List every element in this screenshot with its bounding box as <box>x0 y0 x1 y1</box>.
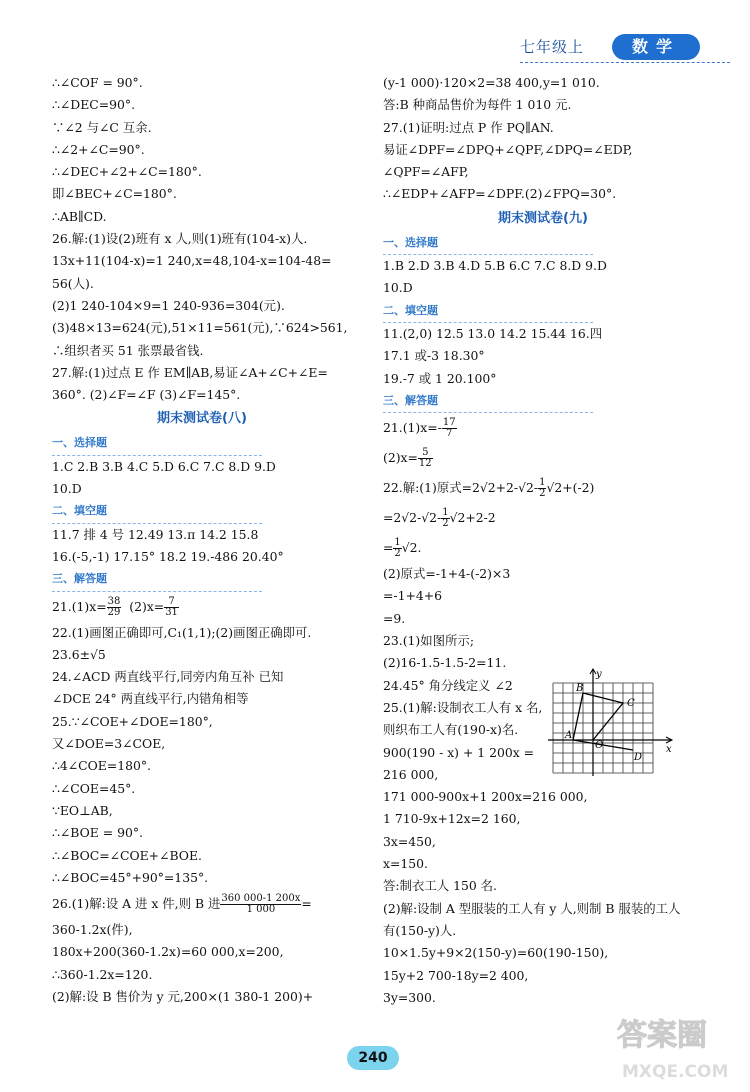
left-column <box>52 72 352 1008</box>
text-line: ∴∠COF = 90°. <box>52 75 143 90</box>
q22b-text: =2√2-√2- <box>383 510 442 526</box>
answer-line: 25.∵∠COE+∠DOE=180°, <box>52 713 213 729</box>
answer-line: =9. <box>383 610 406 626</box>
q21-part2: (2)x= <box>129 598 165 614</box>
text-line: 27.(1)证明:过点 P 作 PQ∥AN. <box>383 119 554 135</box>
answer-line: 25.(1)解:设制衣工人有 x 名, <box>383 699 543 715</box>
answer-line: 有(150-y)人. <box>383 922 457 938</box>
q26-text: 26.(1)解:设 A 进 x 件,则 B 进 <box>52 896 221 912</box>
text-line: 56(人). <box>52 275 94 291</box>
fraction <box>442 418 457 439</box>
section-heading: 一、选择题 <box>383 232 593 255</box>
fraction <box>441 508 449 529</box>
answer-line: x=150. <box>383 856 428 872</box>
right-column <box>383 72 703 1009</box>
q21-part1: 21.(1)x=- <box>383 420 442 436</box>
section-heading: 二、填空题 <box>52 500 262 523</box>
watermark-url: MXQE.COM <box>622 1062 729 1082</box>
text-line: 易证∠DPF=∠DPQ+∠QPF,∠DPQ=∠EDP, <box>383 141 633 157</box>
label-y: y <box>596 669 602 680</box>
answer-line: 1.C 2.B 3.B 4.C 5.D 6.C 7.C 8.D 9.D <box>52 458 276 474</box>
text-line: ∴∠DEC=90°. <box>52 97 136 113</box>
denominator: 31 <box>165 606 178 618</box>
numerator: 5 <box>418 448 433 459</box>
text-line: 即∠BEC+∠C=180°. <box>52 186 177 202</box>
answer-line: 180x+200(360-1.2x)=60 000,x=200, <box>52 944 284 960</box>
text-line: 27.解:(1)过点 E 作 EM∥AB,易证∠A+∠C+∠E= <box>52 364 328 380</box>
answer-line: ∴∠COE=45°. <box>52 780 136 796</box>
answer-line: ∴4∠COE=180°. <box>52 758 151 774</box>
answer-line: 24.∠ACD 两直线平行,同旁内角互补 已知 <box>52 669 284 685</box>
answer-line: 16.(-5,-1) 17.15° 18.2 19.-486 20.40° <box>52 548 284 564</box>
text-line: ∠QPF=∠AFP, <box>383 164 469 180</box>
text-line: 答:B 种商品售价为每件 1 010 元. <box>383 97 572 113</box>
answer-line: (2)解:设制 A 型服装的工人有 y 人,则制 B 服装的工人 <box>383 900 681 916</box>
answer-line: (2)解:设 B 售价为 y 元,200×(1 380-1 200)+ <box>52 988 314 1004</box>
text-line: 13x+11(104-x)=1 240,x=48,104-x=104-48= <box>52 253 332 269</box>
answer-line: 10×1.5y+9×2(150-y)=60(190-150), <box>383 945 609 961</box>
text-line: 360°. (2)∠F=∠F (3)∠F=145°. <box>52 387 241 403</box>
q22b-tail: √2+2-2 <box>449 510 496 526</box>
coordinate-grid-figure <box>548 668 678 776</box>
answer-line <box>383 533 703 563</box>
q21-part1: 21.(1)x= <box>52 598 107 614</box>
text-line: ∴∠EDP+∠AFP=∠DPF.(2)∠FPQ=30°. <box>383 186 617 202</box>
answer-line: ∴∠BOC=45°+90°=135°. <box>52 869 209 885</box>
answer-line: =-1+4+6 <box>383 588 442 604</box>
grade-label: 七年级上 <box>520 38 585 56</box>
answer-line: 171 000-900x+1 200x=216 000, <box>383 789 588 805</box>
section-heading: 二、填空题 <box>383 300 593 323</box>
answer-line: ∵EO⊥AB, <box>52 802 113 818</box>
answer-line: 23.6±√5 <box>52 646 106 662</box>
text-line: (3)48×13=624(元),51×11=561(元),∵624>561, <box>52 320 348 336</box>
answer-line: 答:制衣工人 150 名. <box>383 878 497 894</box>
answer-line: 10.D <box>383 280 413 296</box>
label-c: C <box>627 698 635 709</box>
answer-line: 24.45° 角分线定义 ∠2 <box>383 677 513 693</box>
watermark-text: 答案圈 <box>617 1018 707 1053</box>
answer-line: 则织布工人有(190-x)名. <box>383 722 519 738</box>
text-line: (y-1 000)·120×2=38 400,y=1 010. <box>383 75 600 90</box>
section-heading: 三、解答题 <box>52 568 262 591</box>
answer-line: 17.1 或-3 18.30° <box>383 348 485 364</box>
text-line: ∴∠2+∠C=90°. <box>52 141 145 157</box>
answer-line: ∴360-1.2x=120. <box>52 966 153 982</box>
q26-tail: = <box>301 896 312 912</box>
denominator: 12 <box>418 458 432 470</box>
section-heading: 三、解答题 <box>383 390 593 413</box>
numerator: 1 <box>539 477 546 489</box>
fraction <box>393 538 401 559</box>
equals-sign: = <box>383 540 394 556</box>
fraction <box>220 894 301 915</box>
answer-line: 360-1.2x(件), <box>52 922 133 938</box>
numerator: 1 <box>442 507 449 519</box>
label-x: x <box>666 744 672 755</box>
numerator: 17 <box>442 417 456 429</box>
denominator: 2 <box>539 488 546 500</box>
page-number: 240 <box>347 1046 399 1070</box>
answer-line: 3x=450, <box>383 833 436 849</box>
answer-line: 22.(1)画图正确即可,C₁(1,1);(2)画图正确即可. <box>52 624 312 640</box>
answer-line: 11.(2,0) 12.5 13.0 14.2 15.44 16.四 <box>383 325 603 341</box>
subject-badge: 数学 <box>612 34 700 60</box>
denominator: 2 <box>394 548 401 560</box>
label-a: A <box>565 730 573 741</box>
text-line: ∴AB∥CD. <box>52 208 107 224</box>
answer-line: 10.D <box>52 481 82 497</box>
answer-line <box>383 413 703 443</box>
label-d: D <box>634 752 643 763</box>
answer-line: 15y+2 700-18y=2 400, <box>383 967 529 983</box>
denominator: 2 <box>442 518 449 530</box>
numerator: 38 <box>107 595 121 607</box>
q22-tail: √2+(-2) <box>546 480 595 496</box>
q22-text: 22.解:(1)原式=2√2+2-√2- <box>383 480 539 496</box>
answer-line: ∴∠BOE = 90°. <box>52 825 143 841</box>
text-line: ∵∠2 与∠C 互余. <box>52 119 152 135</box>
numerator: 1 <box>394 537 401 549</box>
answer-line: ∴∠BOC=∠COE+∠BOE. <box>52 847 202 863</box>
answer-line: 1.B 2.D 3.B 4.D 5.B 6.C 7.C 8.D 9.D <box>383 258 607 274</box>
answer-line: 1 710-9x+12x=2 160, <box>383 811 521 827</box>
watermark-logo <box>612 1005 742 1085</box>
text-line: 26.解:(1)设(2)班有 x 人,则(1)班有(104-x)人. <box>52 231 308 247</box>
exam8-title: 期末测试卷(八) <box>157 411 247 427</box>
answer-line: 11.7 排 4 号 12.49 13.π 14.2 15.8 <box>52 526 259 542</box>
q22c-tail: √2. <box>401 540 422 556</box>
fraction <box>107 597 122 618</box>
exam9-title: 期末测试卷(九) <box>498 210 588 226</box>
section-heading: 一、选择题 <box>52 432 262 455</box>
answer-line: 19.-7 或 1 20.100° <box>383 370 497 386</box>
answer-line <box>383 473 703 503</box>
label-o: O <box>595 740 604 751</box>
fraction <box>418 448 433 469</box>
text-line: (2)1 240-104×9=1 240-936=304(元). <box>52 297 285 313</box>
answer-line: (2)16-1.5-1.5-2=11. <box>383 655 507 671</box>
answer-line <box>52 889 352 919</box>
answer-line: 23.(1)如图所示; <box>383 633 474 649</box>
denominator: 1 000 <box>246 904 276 916</box>
answer-line: 又∠DOE=3∠COE, <box>52 736 166 752</box>
answer-line: 216 000, <box>383 766 439 782</box>
text-line: ∴∠DEC+∠2+∠C=180°. <box>52 164 202 180</box>
denominator: 29 <box>107 606 121 618</box>
numerator: 7 <box>164 597 179 608</box>
answer-line: (2)原式=-1+4-(-2)×3 <box>383 566 511 582</box>
label-b: B <box>576 683 584 694</box>
answer-line: 3y=300. <box>383 989 436 1005</box>
page-header <box>520 30 735 66</box>
answer-line: 900(190 - x) + 1 200x = <box>383 744 535 760</box>
denominator: 7 <box>446 428 453 440</box>
answer-line <box>383 503 703 533</box>
answer-line <box>383 443 703 473</box>
q21-part2: (2)x= <box>383 450 418 466</box>
header-rule <box>520 62 730 63</box>
fraction <box>164 597 179 618</box>
answer-line <box>52 592 352 622</box>
numerator: 360 000-1 200x <box>221 893 301 905</box>
answer-line: ∠DCE 24° 两直线平行,内错角相等 <box>52 691 249 707</box>
text-line: ∴组织者买 51 张票最省钱. <box>52 342 204 358</box>
